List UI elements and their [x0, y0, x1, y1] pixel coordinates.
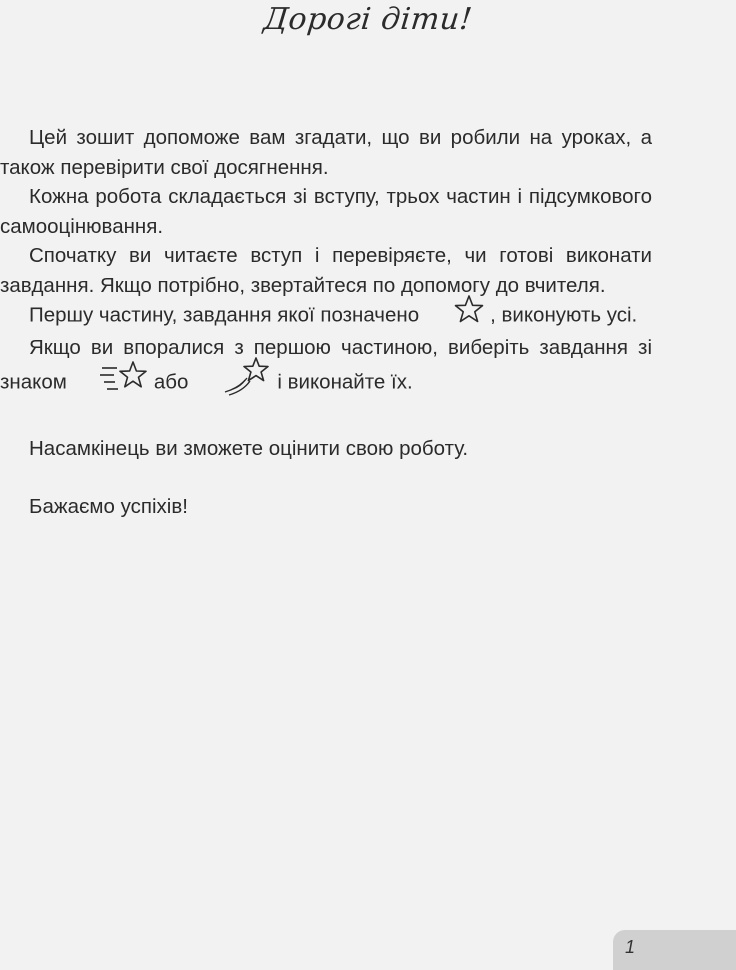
speed-star-icon — [71, 359, 150, 402]
paragraph-first-part-start: Першу частину, завдання якої позначено — [29, 303, 420, 327]
intro-text — [0, 123, 652, 522]
shooting-star-icon — [192, 356, 273, 405]
paragraph-first-part — [0, 300, 652, 333]
paragraph-wishes: Бажаємо успіхів! — [29, 495, 188, 518]
page-title: Дорогі діти! — [261, 2, 475, 37]
page-number-tab — [613, 930, 736, 970]
page-number: 1 — [625, 937, 636, 957]
paragraph-choice-middle: або — [153, 370, 189, 394]
paragraph-first-part-end: , виконують усі. — [490, 303, 638, 327]
paragraph-notebook-purpose: Цей зошит допоможе вам згадати, що ви робили на уроках, а також перевірити свої досягнення. — [0, 126, 652, 179]
outline-star-icon — [423, 294, 486, 333]
paragraph-structure: Кожна робота складається зі вступу, трьох частин і підсумкового самооцінювання. — [0, 185, 652, 238]
paragraph-choice — [0, 333, 652, 405]
paragraph-choice-start: Якщо ви впоралися з першою частиною, виберіть завдання зі знаком — [0, 335, 652, 394]
paragraph-introduction: Спочатку ви читаєте вступ і перевіряєте, чи готові виконати завдання. Якщо потрібно, звертайтеся по допомогу до вчителя. — [0, 244, 652, 297]
paragraph-choice-end: і виконайте їх. — [277, 370, 413, 394]
paragraph-self-assessment: Насамкінець ви зможете оцінити свою роботу. — [29, 436, 469, 460]
